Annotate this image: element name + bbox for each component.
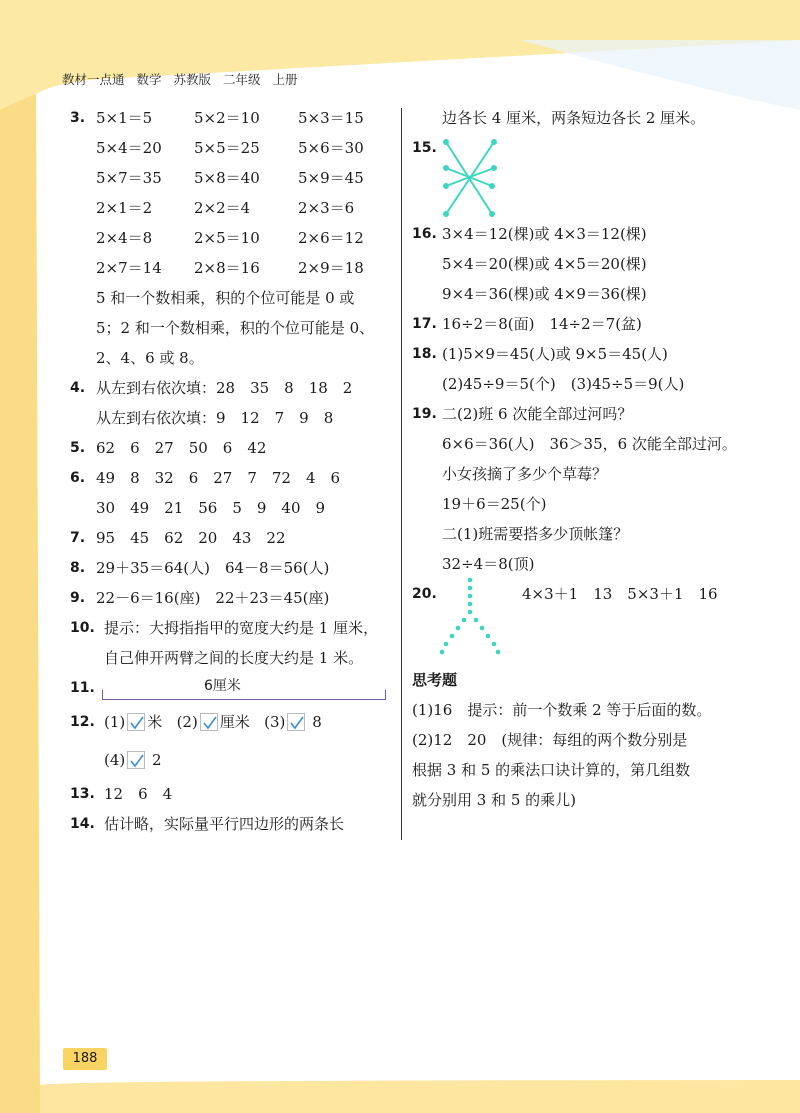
q12-part-3: (3) xyxy=(264,713,286,731)
q20-text: 4×3＋1 13 5×3＋1 16 xyxy=(522,585,718,603)
q12-line-1 xyxy=(70,706,398,744)
q5-text: 62 6 27 50 6 42 xyxy=(96,439,267,457)
q14-continued-text: 边各长 4 厘米，两条短边各长 2 厘米。 xyxy=(442,109,706,127)
dot-pattern-figure xyxy=(440,576,510,660)
q11 xyxy=(70,676,398,706)
q12-unit-2: 厘米 xyxy=(219,713,250,731)
q10-number: 10. xyxy=(70,620,95,636)
q3-text: 5；2 和一个数相乘，积的个位可能是 0、 xyxy=(96,319,375,337)
header-subject: 数学 xyxy=(136,72,162,87)
q3-row-4 xyxy=(70,196,398,226)
q10-text: 提示：大拇指指甲的宽度大约是 1 厘米， xyxy=(104,619,379,637)
q3-cell: 5×2＝10 xyxy=(194,109,260,127)
q19-line-2 xyxy=(412,432,792,462)
header-edition: 苏教版 xyxy=(173,72,212,87)
q3-cell: 5×5＝25 xyxy=(194,139,260,157)
q12-line-2 xyxy=(70,744,398,782)
q18-line-1 xyxy=(412,342,792,372)
q14 xyxy=(70,812,398,842)
check-icon xyxy=(127,713,145,731)
q3-cell: 2×8＝16 xyxy=(194,259,260,277)
right-column xyxy=(412,106,792,818)
q3-cell: 5×3＝15 xyxy=(298,109,364,127)
q13-text: 12 6 4 xyxy=(104,785,173,803)
q5 xyxy=(70,436,398,466)
check-icon xyxy=(200,713,218,731)
q18-line-2 xyxy=(412,372,792,402)
q3-cell: 2×1＝2 xyxy=(96,199,153,217)
q4-number: 4. xyxy=(70,380,86,396)
q16-line-2 xyxy=(412,252,792,282)
q4-text: 从左到右依次填：9 12 7 9 8 xyxy=(96,409,334,427)
q16-line-1 xyxy=(412,222,792,252)
thinking-line-1 xyxy=(412,698,792,728)
q3-text-line xyxy=(70,346,398,376)
thinking-line-4 xyxy=(412,788,792,818)
page-header xyxy=(62,70,306,88)
q19-line-3 xyxy=(412,462,792,492)
q6-text: 30 49 21 56 5 9 40 9 xyxy=(96,499,326,517)
q19-line-5 xyxy=(412,522,792,552)
q3-cell: 2×4＝8 xyxy=(96,229,153,247)
q3-row-1 xyxy=(70,106,398,136)
q5-number: 5. xyxy=(70,440,86,456)
q18-number: 18. xyxy=(412,346,437,362)
q7 xyxy=(70,526,398,556)
q19-text: 6×6＝36(人) 36＞35，6 次能全部过河。 xyxy=(442,435,737,453)
q17-text: 16÷2＝8(面) 14÷2＝7(盆) xyxy=(442,315,642,333)
q16-text: 9×4＝36(棵)或 4×9＝36(棵) xyxy=(442,285,647,303)
q19-text: 小女孩摘了多少个草莓？ xyxy=(442,465,608,483)
q17 xyxy=(412,312,792,342)
q3-row-6 xyxy=(70,256,398,286)
q14-text: 估计略，实际量平行四边形的两条长 xyxy=(104,815,345,833)
thinking-text: 就分别用 3 和 5 的乘儿) xyxy=(412,791,577,809)
q3-cell: 2×5＝10 xyxy=(194,229,260,247)
q3-number: 3. xyxy=(70,110,86,126)
q4-text: 从左到右依次填：28 35 8 18 2 xyxy=(96,379,353,397)
q12-answers xyxy=(104,706,322,738)
q3-cell: 2×7＝14 xyxy=(96,259,162,277)
q7-text: 95 45 62 20 43 22 xyxy=(96,529,286,547)
q18-text: (2)45÷9＝5(个) (3)45÷5＝9(人) xyxy=(442,375,685,393)
q8-text: 29＋35＝64(人) 64－8＝56(人) xyxy=(96,559,330,577)
thinking-title: 思考题 xyxy=(412,671,458,689)
q3-cell: 2×9＝18 xyxy=(298,259,364,277)
q20-number: 20. xyxy=(412,586,437,602)
q12-number: 12. xyxy=(70,714,95,730)
q16-number: 16. xyxy=(412,226,437,242)
q10-line-1 xyxy=(70,616,398,646)
q16-text: 3×4＝12(棵)或 4×3＝12(棵) xyxy=(442,225,647,243)
q13 xyxy=(70,782,398,812)
q14-number: 14. xyxy=(70,816,95,832)
q19-line-1 xyxy=(412,402,792,432)
q3-row-3 xyxy=(70,166,398,196)
check-icon xyxy=(287,713,305,731)
q19-text: 二(2)班 6 次能全部过河吗？ xyxy=(442,405,633,423)
q3-text: 5 和一个数相乘，积的个位可能是 0 或 xyxy=(96,289,355,307)
q19-text: 32÷4＝8(顶) xyxy=(442,555,535,573)
q3-cell: 5×6＝30 xyxy=(298,139,364,157)
crossing-lines-figure xyxy=(440,138,500,220)
q14-continued xyxy=(412,106,792,136)
q10-text: 自己伸开两臂之间的长度大约是 1 米。 xyxy=(104,649,364,667)
q6-line-2 xyxy=(70,496,398,526)
q3-cell: 2×2＝4 xyxy=(194,199,251,217)
q3-text-line xyxy=(70,286,398,316)
q17-number: 17. xyxy=(412,316,437,332)
q15-number: 15. xyxy=(412,140,437,156)
q15 xyxy=(412,136,792,222)
left-column xyxy=(70,106,398,842)
header-volume: 上册 xyxy=(272,72,298,87)
q9 xyxy=(70,586,398,616)
q3-cell: 2×6＝12 xyxy=(298,229,364,247)
thinking-line-2 xyxy=(412,728,792,758)
q4-line-2 xyxy=(70,406,398,436)
ruler-label: 6厘米 xyxy=(202,674,243,698)
header-grade: 二年级 xyxy=(223,72,261,87)
q12-answers-2 xyxy=(104,744,162,776)
q8-number: 8. xyxy=(70,560,86,576)
q3-cell: 2×3＝6 xyxy=(298,199,355,217)
q3-text-line xyxy=(70,316,398,346)
q12-unit-3: 8 xyxy=(312,713,322,731)
q12-part-1: (1) xyxy=(104,713,126,731)
q3-row-2 xyxy=(70,136,398,166)
q8 xyxy=(70,556,398,586)
q11-number: 11. xyxy=(70,680,95,696)
q6-text: 49 8 32 6 27 7 72 4 6 xyxy=(96,469,341,487)
header-book: 教材一点通 xyxy=(62,72,125,87)
q3-row-5 xyxy=(70,226,398,256)
q4-line-1 xyxy=(70,376,398,406)
thinking-title-row xyxy=(412,668,792,698)
ruler-segment xyxy=(102,690,386,700)
thinking-text: (2)12 20 (规律：每组的两个数分别是 xyxy=(412,731,688,749)
q12-unit-1: 米 xyxy=(147,713,163,731)
page-number: 188 xyxy=(63,1048,107,1070)
q3-text: 2、4、6 或 8。 xyxy=(96,349,204,367)
q16-text: 5×4＝20(棵)或 4×5＝20(棵) xyxy=(442,255,647,273)
q20 xyxy=(412,582,792,668)
q6-number: 6. xyxy=(70,470,86,486)
q9-text: 22－6＝16(座) 22＋23＝45(座) xyxy=(96,589,330,607)
q9-number: 9. xyxy=(70,590,86,606)
q19-line-4 xyxy=(412,492,792,522)
q16-line-3 xyxy=(412,282,792,312)
q12-unit-4: 2 xyxy=(152,751,162,769)
q6-line-1 xyxy=(70,466,398,496)
q10-line-2 xyxy=(70,646,398,676)
column-divider xyxy=(401,108,402,840)
thinking-text: (1)16 提示：前一个数乘 2 等于后面的数。 xyxy=(412,701,712,719)
q19-number: 19. xyxy=(412,406,437,422)
q3-cell: 5×8＝40 xyxy=(194,169,260,187)
q7-number: 7. xyxy=(70,530,86,546)
thinking-line-3 xyxy=(412,758,792,788)
q3-cell: 5×9＝45 xyxy=(298,169,364,187)
q18-text: (1)5×9＝45(人)或 9×5＝45(人) xyxy=(442,345,668,363)
q13-number: 13. xyxy=(70,786,95,802)
q3-cell: 5×4＝20 xyxy=(96,139,162,157)
thinking-text: 根据 3 和 5 的乘法口诀计算的，第几组数 xyxy=(412,761,691,779)
q19-text: 19＋6＝25(个) xyxy=(442,495,547,513)
q12-part-2: (2) xyxy=(176,713,198,731)
check-icon xyxy=(127,751,145,769)
q19-text: 二(1)班需要搭多少顶帐篷？ xyxy=(442,525,629,543)
q3-cell: 5×1＝5 xyxy=(96,109,153,127)
q12-part-4: (4) xyxy=(104,751,126,769)
q3-cell: 5×7＝35 xyxy=(96,169,162,187)
